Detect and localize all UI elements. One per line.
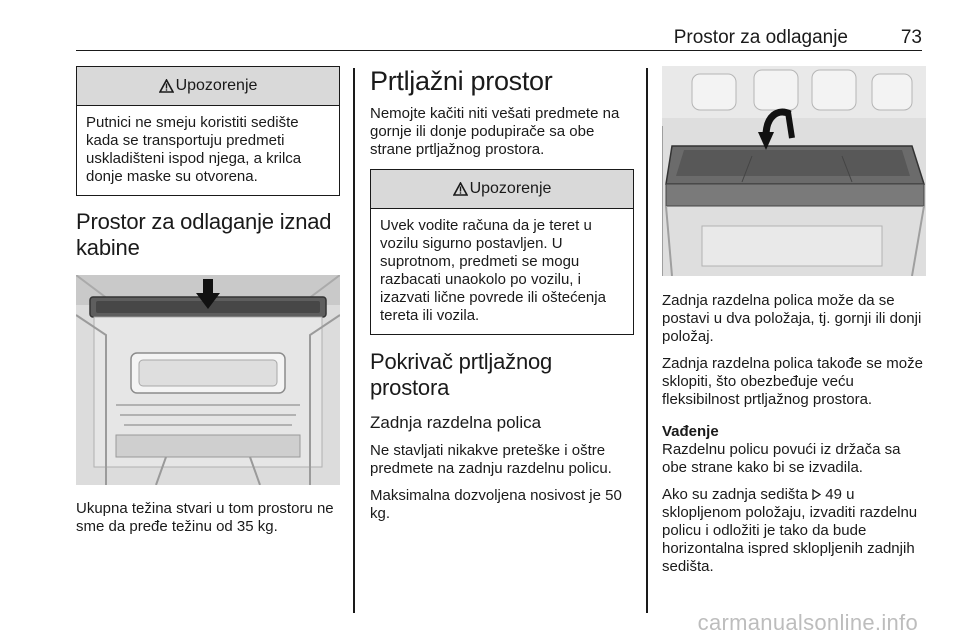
- section-heading-main: Prtljažni prostor: [370, 66, 553, 96]
- section-heading: Prostor za odlaganje iznad kabine: [76, 209, 332, 260]
- warning-box-2: [370, 169, 634, 335]
- warning-triangle-icon: [453, 182, 468, 196]
- paragraph-3: [662, 486, 926, 576]
- page-number: 73: [900, 27, 922, 48]
- removal-title-text: Vađenje: [662, 423, 719, 440]
- paragraph-2: Maksimalna dozvoljena nosivost je 50 kg.: [370, 487, 622, 522]
- paragraph-2: Zadnja razdelna polica takođe se može sklopiti, što obezbeđuje veću fleksibilnost prtljažnog prostora.: [662, 355, 923, 408]
- column-divider-1: [353, 68, 355, 613]
- warning-title-2: Upozorenje: [469, 180, 552, 197]
- column-3: [662, 66, 926, 576]
- intro-paragraph: Nemojte kačiti niti vešati predmete na gornje ili donje podupirače sa obe strane prtljažnog prostora.: [370, 105, 620, 158]
- overhead-storage-figure: [76, 275, 340, 485]
- figure-caption: Ukupna težina stvari u tom prostoru ne sme da pređe težinu od 35 kg.: [76, 500, 334, 535]
- page-header: [76, 24, 922, 51]
- removal-title: [662, 423, 926, 441]
- paragraph-1: Ne stavljati nikakve preteške i oštre predmete na zadnju razdelnu policu.: [370, 442, 612, 477]
- warning-text: Putnici ne smeju koristiti sedište kada se transportuju predmeti uskladišteni ispod njega, a krilca donje maske su otvorena.: [86, 114, 302, 185]
- section-heading-2: Pokrivač prtljažnog prostora: [370, 349, 553, 400]
- subheading: Zadnja razdelna polica: [370, 413, 542, 432]
- warning-triangle-icon: [159, 79, 174, 93]
- luggage-shelf-figure: [662, 66, 926, 276]
- paragraph-1: Zadnja razdelna polica može da se postavi u dva položaja, tj. gornji ili donji položaj.: [662, 292, 922, 345]
- column-divider-2: [646, 68, 648, 613]
- warning-title: Upozorenje: [175, 77, 258, 94]
- removal-text: Razdelnu policu povući iz držača sa obe strane kako bi se izvadila.: [662, 441, 901, 476]
- watermark: carmanualsonline.info: [697, 610, 918, 635]
- column-1: [76, 66, 340, 536]
- page-reference-link[interactable]: 49: [825, 486, 842, 503]
- column-2: [370, 66, 634, 523]
- section-title: Prostor za odlaganje: [673, 27, 848, 48]
- warning-header: [77, 67, 339, 106]
- warning-box: [76, 66, 340, 196]
- page-reference-triangle-icon: [812, 489, 821, 500]
- warning-text-2: Uvek vodite računa da je teret u vozilu sigurno postavljen. U suprotnom, predmeti se mogu razbacati unaokolo po vozilu, i izazvati lične povrede ili oštećenja tereta ili vozila.: [380, 217, 606, 324]
- paragraph-3-end: u sklopljenom položaju, izvaditi razdelnu policu i odložiti je tako da bude horizontalna ispred sklopljenih zadnjih sedišta.: [662, 486, 918, 575]
- paragraph-3-start: Ako su zadnja sedišta: [662, 486, 813, 503]
- warning-header-2: [371, 170, 633, 209]
